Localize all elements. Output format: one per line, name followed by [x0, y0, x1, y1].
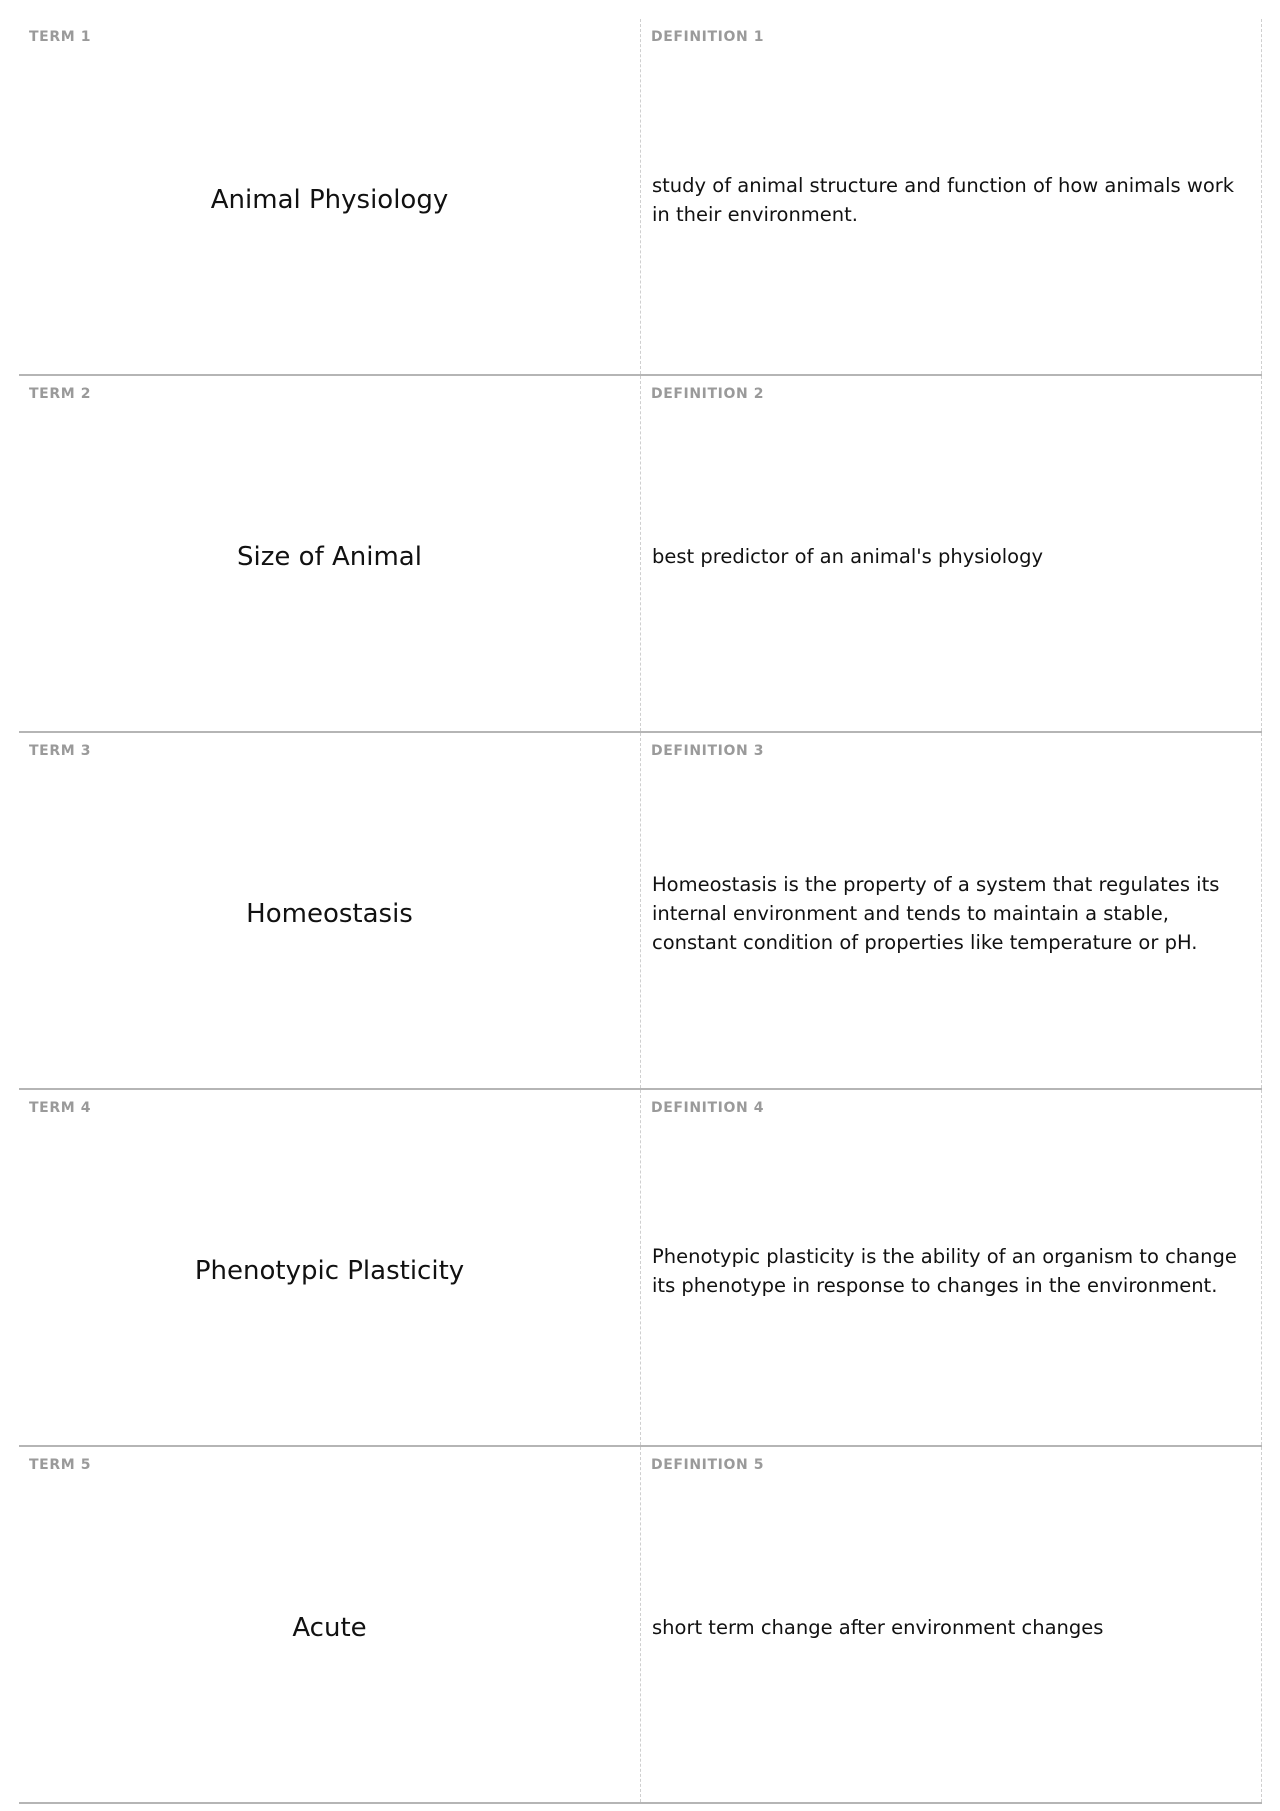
definition-label: DEFINITION 1	[651, 29, 765, 45]
term-text: Size of Animal	[237, 541, 422, 572]
definition-cell	[641, 1447, 1262, 1802]
definition-text: study of animal structure and function of how animals work in their environment.	[652, 173, 1235, 226]
definition-label: DEFINITION 5	[651, 1457, 765, 1473]
term-text: Phenotypic Plasticity	[194, 1255, 465, 1286]
term-cell	[19, 19, 641, 374]
definition-text: best predictor of an animal's physiology	[652, 545, 1044, 568]
definition-cell	[641, 376, 1262, 731]
term-cell	[19, 733, 641, 1088]
term-label: TERM 4	[29, 1100, 92, 1116]
definition-text: Homeostasis is the property of a system that regulates its internal environment and tends to maintain a stable, constant condition of properties like temperature or pH.	[652, 873, 1220, 954]
term-text: Acute	[292, 1612, 367, 1643]
flashcard-row	[19, 19, 1262, 376]
term-cell	[19, 1447, 641, 1802]
definition-label: DEFINITION 3	[651, 743, 765, 759]
flashcard-row	[19, 376, 1262, 733]
term-text: Homeostasis	[246, 898, 413, 929]
definition-label: DEFINITION 4	[651, 1100, 765, 1116]
flashcard-row	[19, 1447, 1262, 1804]
term-label: TERM 5	[29, 1457, 92, 1473]
term-cell	[19, 1090, 641, 1445]
definition-text: Phenotypic plasticity is the ability of an organism to change its phenotype in response to changes in the environment.	[652, 1244, 1237, 1297]
flashcard-sheet	[19, 19, 1262, 1804]
term-label: TERM 2	[29, 386, 92, 402]
definition-cell	[641, 19, 1262, 374]
definition-text: short term change after environment changes	[652, 1616, 1104, 1639]
term-label: TERM 3	[29, 743, 92, 759]
flashcard-row	[19, 733, 1262, 1090]
definition-cell	[641, 733, 1262, 1088]
term-label: TERM 1	[29, 29, 92, 45]
definition-label: DEFINITION 2	[651, 386, 765, 402]
term-text: Animal Physiology	[210, 184, 449, 215]
flashcard-row	[19, 1090, 1262, 1447]
definition-cell	[641, 1090, 1262, 1445]
term-cell	[19, 376, 641, 731]
